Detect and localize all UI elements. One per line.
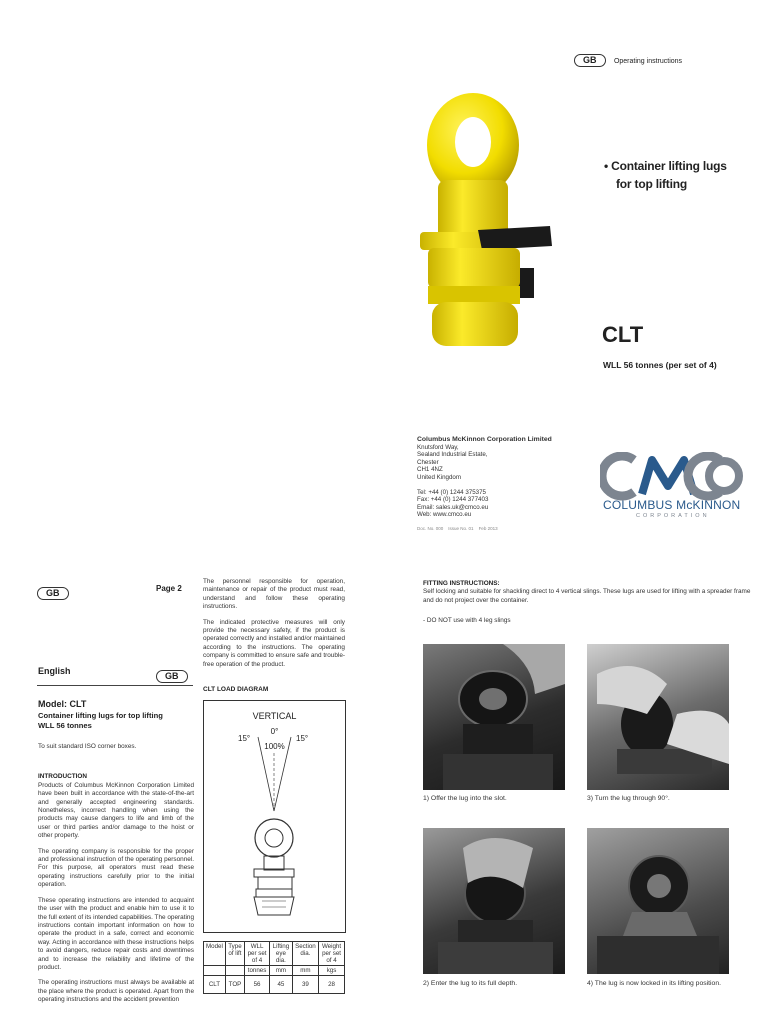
table-unit-cell <box>225 966 244 976</box>
table-header-cell: Weight per set of 4 <box>319 942 345 966</box>
gb-badge: GB <box>156 670 188 683</box>
table-cell: 56 <box>245 976 270 994</box>
gb-badge: GB <box>37 587 69 600</box>
company-name: Columbus McKinnon Corporation Limited <box>417 436 552 443</box>
diagram-15-right: 15° <box>296 734 309 743</box>
subtitle-line1: Container lifting lugs for top lifting <box>38 711 163 720</box>
doc-date: Feb 2013 <box>478 526 498 531</box>
middle-paragraph: The indicated protective measures will only provide the necessary safety, if the product is operated correctly and installed and/or maintained according to the instructions. The operating company is committed to ensure safe and trouble-free operation of the product. <box>203 618 345 668</box>
address-line: United Kingdom <box>417 473 462 481</box>
table-unit-cell: mm <box>270 966 293 976</box>
step-caption: 3) Turn the lug through 90°. <box>587 795 670 802</box>
table-unit-cell <box>204 966 226 976</box>
cover-bullet-line1: • Container lifting lugs <box>604 159 727 173</box>
spec-table <box>203 941 345 994</box>
contact-line: Fax: +44 (0) 1244 377403 <box>417 496 489 504</box>
cover-bullet <box>604 157 727 193</box>
page-label: Page 2 <box>156 584 182 593</box>
intro-paragraph: These operating instructions are intended to acquaint the user with the product and enable him to use it to the full extent of its intended capabilities. The operating instructions contain important information on how to operate the product in a safe, correct and economic way. Acting in accordance with these instructions helps to avoid dangers, reduce repair costs and downtimes and to increase the reliability and lifetime of the product. <box>38 896 194 971</box>
table-header-row <box>204 942 345 966</box>
divider <box>37 685 193 686</box>
cmco-logo-icon <box>600 452 745 502</box>
address-line: Knutsford Way, <box>417 443 459 451</box>
subtitle-line2: WLL 56 tonnes <box>38 721 92 730</box>
lifting-lug-illustration <box>410 90 570 360</box>
step-caption: 1) Offer the lug into the slot. <box>423 795 507 802</box>
address-line: Sealand Industrial Estate, <box>417 451 488 459</box>
model-title: Model: CLT <box>38 699 87 709</box>
table-cell: 39 <box>292 976 318 994</box>
company-block <box>417 436 552 519</box>
fitting-heading: FITTING INSTRUCTIONS: <box>423 580 500 587</box>
table-cell: 28 <box>319 976 345 994</box>
gb-badge: GB <box>574 54 606 67</box>
table-unit-cell: tonnes <box>245 966 270 976</box>
intro-paragraph: Products of Columbus McKinnon Corporation Limited have been built in accordance with the state-of-the-art and generally accepted engineering standards. Nonetheless, incorrect handling when using the products may cause dangers to life and limb of the user or third parties and/or damage to the hoist or other property. <box>38 781 194 840</box>
step4-photo-drawing <box>587 828 729 974</box>
bullet-text-1: Container lifting lugs <box>611 159 727 173</box>
diagram-zero: 0° <box>270 727 279 736</box>
table-header-cell: WLL per set of 4 <box>245 942 270 966</box>
load-diagram-drawing <box>204 701 345 932</box>
diagram-heading: CLT LOAD DIAGRAM <box>203 686 269 693</box>
contact-line: Web: www.cmco.eu <box>417 511 472 519</box>
diagram-15-left: 15° <box>238 734 251 743</box>
step1-photo <box>423 644 565 790</box>
table-cell: TOP <box>225 976 244 994</box>
intro-section <box>38 773 194 1004</box>
cover-header <box>574 50 682 68</box>
contact-line: Tel: +44 (0) 1244 375375 <box>417 488 486 496</box>
contact-line: Email: sales.uk@cmco.eu <box>417 503 489 511</box>
step1-photo-drawing <box>423 644 565 790</box>
diagram-pct: 100% <box>264 742 285 751</box>
cover-bullet-line2: for top lifting <box>616 177 687 191</box>
intro-heading: INTRODUCTION <box>38 773 87 781</box>
step-caption: 2) Enter the lug to its full depth. <box>423 980 518 987</box>
step3-photo-drawing <box>587 644 729 790</box>
intro-paragraph: The operating instructions must always be available at the place where the product is operated. Apart from the operating instructions and the accident prevention <box>38 979 194 1004</box>
table-units-row <box>204 966 345 976</box>
logo-line1: COLUMBUS McKINNON <box>603 498 741 512</box>
step-caption: 4) The lug is now locked in its lifting position. <box>587 980 721 987</box>
cover-header-text: Operating instructions <box>613 58 683 65</box>
load-diagram <box>203 700 346 933</box>
middle-column-text <box>203 578 345 676</box>
issue-number: Issue No. 01 <box>448 526 474 531</box>
address-line: CH1 4NZ <box>417 466 443 474</box>
middle-paragraph: The personnel responsible for operation, maintenance or repair of the product must read, understand and follow these operating instructions. <box>203 578 345 611</box>
table-row <box>204 976 345 994</box>
table-header-cell: Lifting eye dia. <box>270 942 293 966</box>
address-line: Chester <box>417 458 439 466</box>
doc-number: Doc. No. 000 <box>417 526 444 531</box>
fitting-text: Self locking and suitable for shackling direct to 4 vertical slings. These lugs are used for lifting with a spreader frame and do not project over the container. <box>423 588 751 604</box>
table-header-cell: Model <box>204 942 226 966</box>
step2-photo-drawing <box>423 828 565 974</box>
doc-ref <box>417 526 498 531</box>
diagram-vertical: VERTICAL <box>252 711 297 721</box>
table-header-cell: Type of lift <box>225 942 244 966</box>
language-gb <box>156 666 188 684</box>
table-cell: 45 <box>270 976 293 994</box>
cover-wll: WLL 56 tonnes (per set of 4) <box>603 360 717 370</box>
language-label: English <box>38 666 71 676</box>
fitting-warning: - DO NOT use with 4 leg slings <box>423 617 511 625</box>
step4-photo <box>587 828 729 974</box>
intro-paragraph: The operating company is responsible for the proper and professional instruction of the operating personnel. For this purpose, all operators must read these operating instructions carefully prior to the initial operation. <box>38 847 194 889</box>
table-cell: CLT <box>204 976 226 994</box>
table-header-cell: Section dia. <box>292 942 318 966</box>
left-column <box>38 699 194 1012</box>
logo-line2: CORPORATION <box>636 513 710 519</box>
product-code: CLT <box>602 322 644 347</box>
table-unit-cell: mm <box>292 966 318 976</box>
step2-photo <box>423 828 565 974</box>
page2-gb <box>37 583 69 601</box>
suit-text: To suit standard ISO corner boxes. <box>38 743 137 750</box>
step3-photo <box>587 644 729 790</box>
fitting-section <box>423 580 758 626</box>
table-unit-cell: kgs <box>319 966 345 976</box>
